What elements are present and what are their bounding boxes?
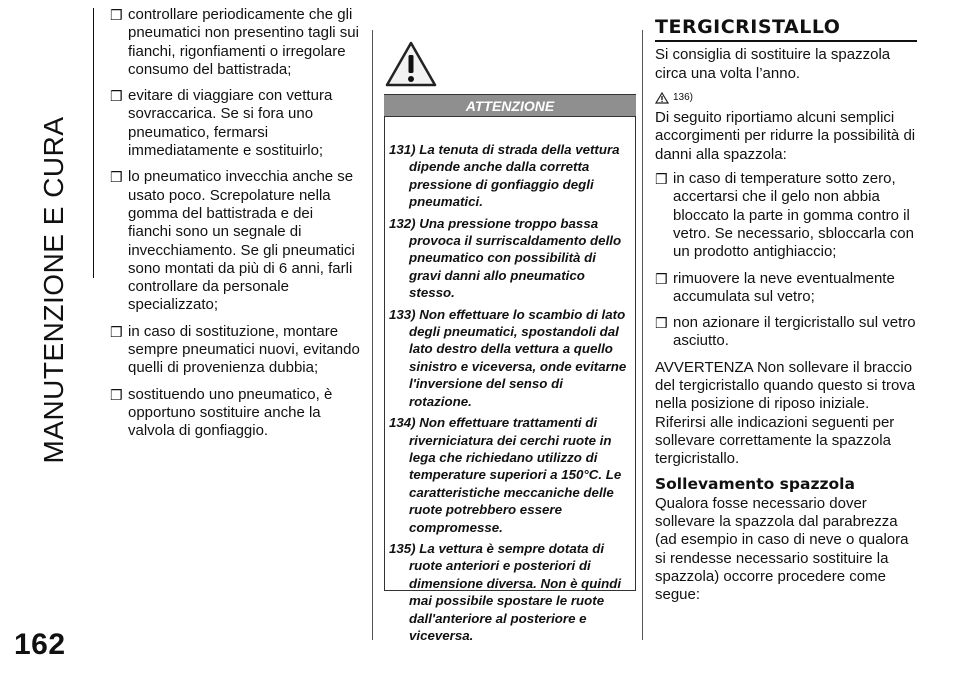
left-column: [110, 6, 360, 449]
warning-item: 132) Una pressione troppo bassa provoca il surriscaldamento dello pneumatico con possibilità di gravi danni allo pneumatico stesso.: [389, 215, 622, 301]
list-item-text: evitare di viaggiare con vettura sovraccarica. Se si fora uno pneumatico, fermarsi immediatamente e sostituirlo;: [128, 87, 333, 160]
subsection-title: Sollevamento spazzola: [655, 474, 855, 493]
list-item-text: non azionare il tergicristallo sul vetro asciutto.: [673, 314, 916, 350]
warning-heading: ATTENZIONE: [384, 94, 636, 117]
notice-paragraph: AVVERTENZA Non sollevare il braccio del tergicristallo quando questo si trova nella posizione di riposo iniziale. Riferirsi alle indicazioni seguenti per sollevare correttamente la spazzola tergicristallo.: [655, 358, 916, 468]
checkbox-bullet-icon: ❒: [110, 386, 123, 403]
warning-box: [384, 117, 636, 643]
checkbox-bullet-icon: ❒: [655, 315, 668, 332]
list-item: [655, 170, 917, 261]
small-warning-icon: [655, 92, 669, 104]
side-section-title: MANUTENZIONE E CURA: [38, 116, 69, 464]
list-item: [110, 87, 360, 160]
wiper-tips-list: [655, 170, 917, 351]
list-item: [655, 314, 917, 351]
warning-item: 134) Non effettuare trattamenti di riverniciatura dei cerchi ruote in lega che richiedano utilizzo di temperature superiori a 150°C. Le caratteristiche meccaniche delle ruote potrebbero essere compromesse.: [389, 415, 622, 535]
list-item-text: in caso di temperature sotto zero, accertarsi che il gelo non abbia bloccato la parte in gomma contro il vetro. Se necessario, sbloccarla con un prodotto antighiaccio;: [673, 170, 914, 261]
checkbox-bullet-icon: ❒: [655, 171, 668, 188]
list-item-text: lo pneumatico invecchia anche se usato poco. Screpolature nella gomma del battistrada e dei fianchi sono un segnale di invecchiamento. Se gli pneumatici sono montati da più di 6 anni, farli controllare da personale specializzato;: [128, 168, 355, 314]
warning-triangle-icon: [384, 40, 438, 88]
right-column: [655, 18, 917, 611]
list-item: [110, 323, 360, 378]
warning-item: 133) Non effettuare lo scambio di lato degli pneumatici, spostandoli dal lato destro della vettura a quello sinistro e viceversa, onde evitarne l'inversione del senso di rotazione.: [389, 306, 627, 409]
intro-paragraph: Si consiglia di sostituire la spazzola circa una volta l’anno.: [655, 46, 891, 82]
page-number: 162: [14, 628, 66, 661]
warning-section: [384, 40, 636, 643]
checkbox-bullet-icon: ❒: [110, 323, 123, 340]
warning-reference: [655, 89, 917, 107]
list-item: [655, 270, 917, 307]
tyre-tips-list: [110, 6, 360, 441]
list-item: [110, 168, 360, 314]
subsection-paragraph: Qualora fosse necessario dover sollevare la spazzola dal parabrezza (ad esempio in caso di neve o qualora si rendesse necessario sostituire la spazzola) occorre procedere come segue:: [655, 494, 909, 604]
list-item-text: in caso di sostituzione, montare sempre pneumatici nuovi, evitando quelli di provenienza dubbia;: [128, 322, 360, 377]
tips-intro: Di seguito riportiamo alcuni semplici accorgimenti per ridurre la possibilità di danni alla spazzola:: [655, 109, 916, 163]
checkbox-bullet-icon: ❒: [110, 7, 123, 23]
warning-list: [389, 141, 627, 644]
section-title: TERGICRISTALLO: [655, 18, 917, 42]
column-divider: [372, 30, 373, 640]
list-item-text: sostituendo uno pneumatico, è opportuno sostituire anche la valvola di gonfiaggio.: [128, 385, 333, 440]
list-item: [110, 386, 360, 441]
checkbox-bullet-icon: ❒: [110, 169, 123, 186]
list-item: [110, 6, 360, 79]
side-rule: [93, 8, 94, 278]
checkbox-bullet-icon: ❒: [110, 88, 123, 105]
list-item-text: rimuovere la neve eventualmente accumulata sul vetro;: [673, 269, 895, 305]
reference-number: 136): [673, 91, 694, 103]
warning-item: 135) La vettura è sempre dotata di ruote anteriori e posteriori di dimensione diversa. Non è quindi mai possibile spostare le ruote dall'anteriore al posteriore e viceversa.: [389, 540, 622, 643]
checkbox-bullet-icon: ❒: [655, 270, 668, 287]
column-divider: [642, 30, 643, 640]
warning-item: 131) La tenuta di strada della vettura dipende anche dalla corretta pressione di gonfiaggio degli pneumatici.: [389, 142, 620, 210]
list-item-text: controllare periodicamente che gli pneumatici non presentino tagli sui fianchi, rigonfiamenti o irregolare consumo del battistrada;: [128, 6, 359, 78]
